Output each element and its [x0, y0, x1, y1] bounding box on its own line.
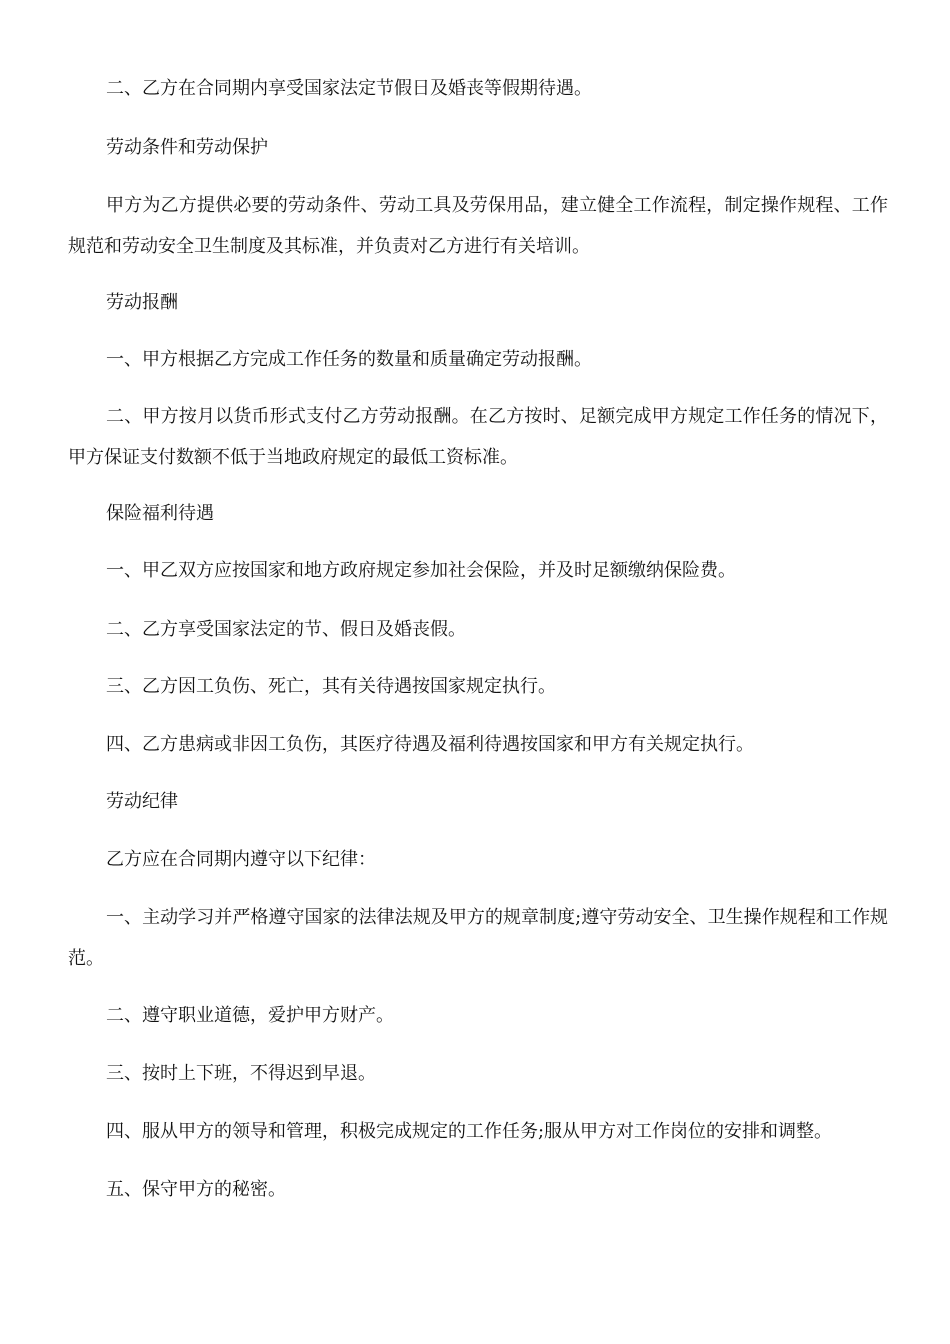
- heading-labor-discipline: 劳动纪律: [106, 791, 178, 812]
- paragraph-holiday-leave: 二、乙方在合同期内享受国家法定节假日及婚丧等假期待遇。: [106, 78, 592, 99]
- paragraph-insurance-1: 一、甲乙双方应按国家和地方政府规定参加社会保险，并及时足额缴纳保险费。: [106, 560, 736, 581]
- paragraph-insurance-3: 三、乙方因工负伤、死亡，其有关待遇按国家规定执行。: [106, 676, 556, 697]
- paragraph-discipline-5: 五、保守甲方的秘密。: [106, 1179, 286, 1200]
- paragraph-insurance-4: 四、乙方患病或非因工负伤，其医疗待遇及福利待遇按国家和甲方有关规定执行。: [106, 734, 754, 755]
- paragraph-discipline-intro: 乙方应在合同期内遵守以下纪律：: [106, 849, 376, 870]
- paragraph-discipline-2: 二、遵守职业道德，爱护甲方财产。: [106, 1005, 394, 1026]
- paragraph-remuneration-1: 一、甲方根据乙方完成工作任务的数量和质量确定劳动报酬。: [106, 349, 592, 370]
- paragraph-remuneration-2: 二、甲方按月以货币形式支付乙方劳动报酬。在乙方按时、足额完成甲方规定工作任务的情况下，甲方保证支付数额不低于当地政府规定的最低工资标准。: [68, 406, 888, 468]
- paragraph-labor-conditions: 甲方为乙方提供必要的劳动条件、劳动工具及劳保用品，建立健全工作流程，制定操作规程、工作规范和劳动安全卫生制度及其标准，并负责对乙方进行有关培训。: [68, 195, 888, 257]
- heading-insurance-welfare: 保险福利待遇: [106, 503, 214, 524]
- paragraph-discipline-4: 四、服从甲方的领导和管理，积极完成规定的工作任务;服从甲方对工作岗位的安排和调整。: [106, 1121, 833, 1142]
- paragraph-discipline-1: 一、主动学习并严格遵守国家的法律法规及甲方的规章制度;遵守劳动安全、卫生操作规程和工作规范。: [68, 907, 888, 969]
- paragraph-insurance-2: 二、乙方享受国家法定的节、假日及婚丧假。: [106, 619, 466, 640]
- paragraph-discipline-3: 三、按时上下班，不得迟到早退。: [106, 1063, 376, 1084]
- heading-remuneration: 劳动报酬: [106, 292, 178, 313]
- heading-labor-conditions: 劳动条件和劳动保护: [106, 137, 268, 158]
